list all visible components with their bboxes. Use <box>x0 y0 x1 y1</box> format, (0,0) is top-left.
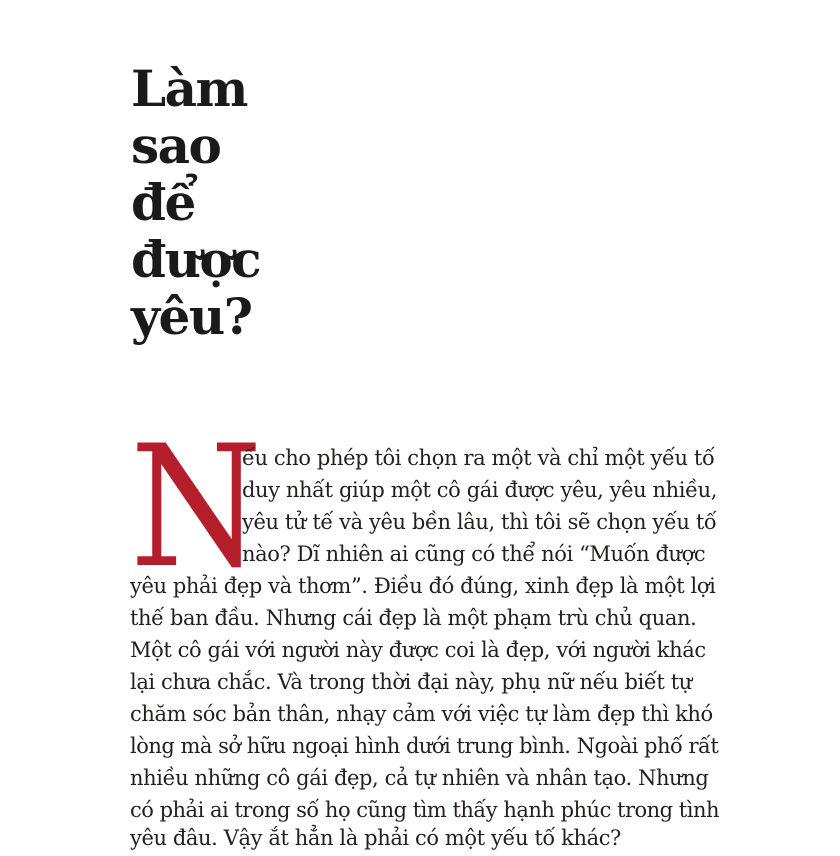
chapter-title <box>131 60 260 345</box>
body-line: ếu cho phép tôi chọn ra một và chỉ một yếu tố <box>242 446 715 470</box>
body-line: thế ban đầu. Nhưng cái đẹp là một phạm trù chủ quan. <box>130 606 697 630</box>
title-line: để <box>131 173 195 232</box>
body-line: nhiều những cô gái đẹp, cả tự nhiên và nhân tạo. Nhưng <box>130 766 709 790</box>
drop-cap: N <box>130 409 263 605</box>
body-line: yêu đâu. Vậy ắt hẳn là phải có một yếu tố khác? <box>130 826 621 850</box>
title-line: Làm <box>131 59 247 118</box>
body-line: Một cô gái với người này được coi là đẹp, với người khác <box>130 638 706 662</box>
title-line: sao <box>131 116 221 175</box>
body-line: có phải ai trong số họ cũng tìm thấy hạnh phúc trong tình <box>130 798 719 822</box>
body-line: chăm sóc bản thân, nhạy cảm với việc tự làm đẹp thì khó <box>130 702 713 726</box>
body-line: duy nhất giúp một cô gái được yêu, yêu nhiều, <box>242 478 718 502</box>
title-line: được <box>131 230 261 289</box>
title-line: yêu? <box>131 287 252 346</box>
body-line: yêu tử tế và yêu bền lâu, thì tôi sẽ chọn yếu tố <box>242 510 717 534</box>
body-line: lòng mà sở hữu ngoại hình dưới trung bình. Ngoài phố rất <box>130 734 719 758</box>
body-line: lại chưa chắc. Và trong thời đại này, phụ nữ nếu biết tự <box>130 670 692 694</box>
body-line: nào? Dĩ nhiên ai cũng có thể nói “Muốn được <box>242 542 706 566</box>
body-line: yêu phải đẹp và thơm”. Điều đó đúng, xinh đẹp là một lợi <box>130 574 716 598</box>
